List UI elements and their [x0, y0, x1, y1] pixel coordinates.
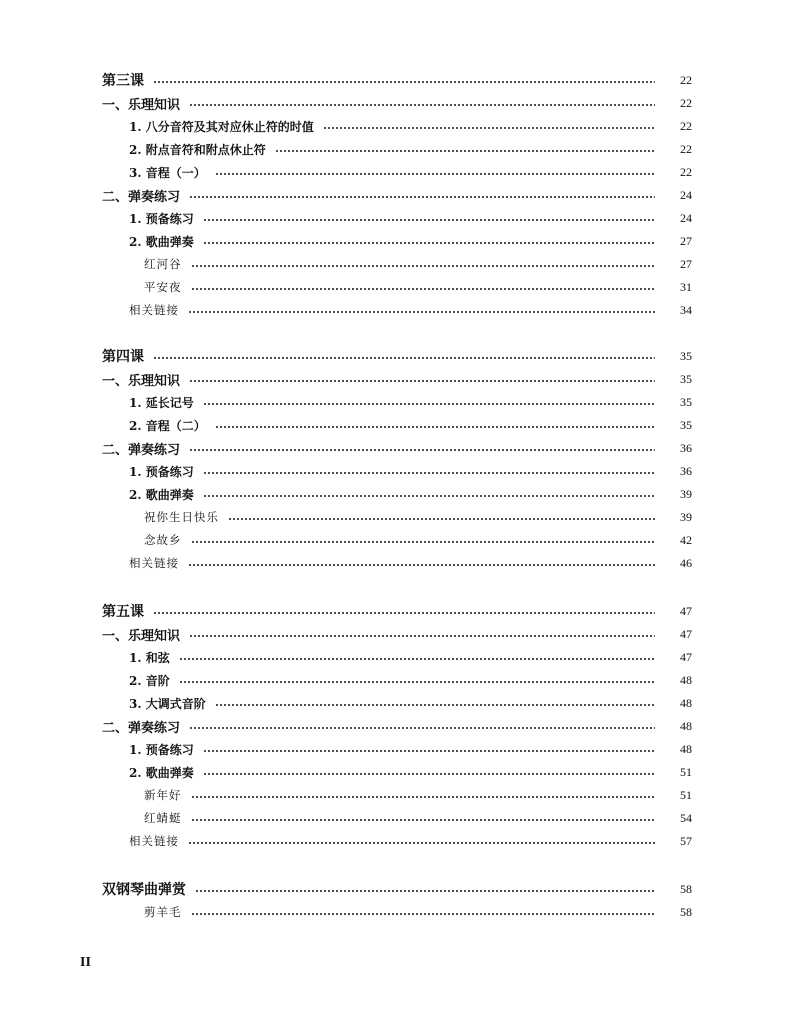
- toc-page-number: 22: [680, 118, 692, 133]
- toc-leader-dots: [189, 635, 655, 637]
- toc-entry: [144, 808, 692, 828]
- toc-leader-dots: [191, 913, 656, 915]
- toc-leader-dots: [191, 265, 656, 267]
- toc-entry-title: 平安夜: [144, 280, 182, 294]
- toc-leader-dots: [191, 796, 656, 798]
- toc-entry-title: 二、弹奏练习: [102, 189, 181, 205]
- toc-entry: [102, 716, 692, 736]
- toc-entry-title: 相关链接: [129, 303, 179, 317]
- toc-page-number: 35: [680, 394, 692, 409]
- toc-leader-dots: [189, 727, 655, 729]
- toc-entry-title: 1. 和弦: [129, 650, 170, 665]
- toc-entry: [102, 438, 692, 458]
- toc-page-number: 24: [680, 187, 692, 202]
- toc-leader-dots: [189, 196, 655, 198]
- toc-leader-dots: [153, 357, 655, 359]
- toc-entry: [129, 670, 692, 690]
- toc-entry: [129, 553, 692, 573]
- toc-page-number: 35: [680, 417, 692, 432]
- toc-leader-dots: [188, 564, 655, 566]
- toc-entry-title: 1. 延长记号: [129, 395, 194, 410]
- toc-entry-title: 一、乐理知识: [102, 97, 181, 113]
- toc-leader-dots: [188, 842, 655, 844]
- toc-entry-title: 第三课: [102, 73, 144, 89]
- toc-page-number: 36: [680, 440, 692, 455]
- toc-entry: [102, 93, 692, 113]
- toc-leader-dots: [215, 426, 655, 428]
- toc-leader-dots: [179, 658, 655, 660]
- toc-entry-title: 剪羊毛: [144, 905, 182, 919]
- toc-entry-title: 1. 预备练习: [129, 464, 194, 479]
- toc-entry: [129, 739, 692, 759]
- toc-page-number: 51: [680, 787, 692, 802]
- toc-entry-title: 2. 音程（二）: [129, 418, 206, 433]
- toc-entry: [129, 300, 692, 320]
- toc-page-number: 47: [680, 603, 692, 618]
- toc-entry: [129, 484, 692, 504]
- toc-entry-title: 念故乡: [144, 533, 182, 547]
- page-folio: II: [80, 955, 91, 970]
- toc-entry: [144, 507, 692, 527]
- toc-page-number: 58: [680, 904, 692, 919]
- toc-entry: [129, 415, 692, 435]
- toc-leader-dots: [189, 380, 655, 382]
- toc-entry: [102, 601, 692, 621]
- toc-page-number: 51: [680, 764, 692, 779]
- toc-page-number: 35: [680, 371, 692, 386]
- toc-entry: [144, 785, 692, 805]
- toc-page-number: 48: [680, 695, 692, 710]
- toc-page-number: 47: [680, 626, 692, 641]
- toc-entry-title: 1. 八分音符及其对应休止符的时值: [129, 119, 314, 134]
- toc-leader-dots: [203, 773, 655, 775]
- toc-page-number: 46: [680, 555, 692, 570]
- toc-entry: [144, 530, 692, 550]
- toc-page-number: 22: [680, 72, 692, 87]
- toc-entry-title: 一、乐理知识: [102, 628, 181, 644]
- toc-entry: [144, 277, 692, 297]
- toc-leader-dots: [189, 104, 655, 106]
- toc-page-number: 48: [680, 672, 692, 687]
- toc-page-number: 39: [680, 486, 692, 501]
- toc-entry: [129, 831, 692, 851]
- toc-entry: [102, 879, 692, 899]
- toc-entry-title: 1. 预备练习: [129, 742, 194, 757]
- toc-page-number: 31: [680, 279, 692, 294]
- toc-entry-title: 3. 音程（一）: [129, 165, 206, 180]
- toc-entry: [129, 116, 692, 136]
- toc-entry-title: 祝你生日快乐: [144, 510, 219, 524]
- toc-entry-title: 2. 歌曲弹奏: [129, 234, 194, 249]
- toc-entry: [129, 208, 692, 228]
- toc-leader-dots: [191, 819, 656, 821]
- toc-page-number: 47: [680, 649, 692, 664]
- toc-leader-dots: [191, 541, 656, 543]
- toc-entry: [129, 139, 692, 159]
- toc-leader-dots: [203, 472, 655, 474]
- toc-entry-title: 2. 附点音符和附点休止符: [129, 142, 266, 157]
- toc-entry-title: 二、弹奏练习: [102, 442, 181, 458]
- toc-entry-title: 新年好: [144, 788, 182, 802]
- toc-page-number: 22: [680, 95, 692, 110]
- toc-entry: [129, 693, 692, 713]
- toc-page-number: 22: [680, 141, 692, 156]
- toc-entry-title: 红河谷: [144, 257, 182, 271]
- toc-entry: [129, 461, 692, 481]
- toc-page-number: 24: [680, 210, 692, 225]
- toc-entry: [102, 369, 692, 389]
- toc-entry: [129, 762, 692, 782]
- toc-entry: [129, 162, 692, 182]
- toc-page-number: 35: [680, 348, 692, 363]
- toc-entry-title: 2. 音阶: [129, 673, 170, 688]
- toc-page-number: 36: [680, 463, 692, 478]
- toc-entry-title: 第四课: [102, 349, 144, 365]
- toc-entry: [129, 647, 692, 667]
- toc-leader-dots: [189, 449, 655, 451]
- toc-entry-title: 一、乐理知识: [102, 373, 181, 389]
- toc-leader-dots: [203, 403, 655, 405]
- toc-page-number: 27: [680, 256, 692, 271]
- toc-leader-dots: [215, 704, 655, 706]
- toc-entry-title: 二、弹奏练习: [102, 720, 181, 736]
- toc-entry-title: 2. 歌曲弹奏: [129, 487, 194, 502]
- toc-entry-title: 红蜻蜓: [144, 811, 182, 825]
- toc-leader-dots: [215, 173, 655, 175]
- toc-entry: [102, 70, 692, 90]
- toc-leader-dots: [191, 288, 656, 290]
- toc-entry-title: 相关链接: [129, 556, 179, 570]
- toc-entry: [102, 624, 692, 644]
- toc-entry: [102, 185, 692, 205]
- toc-page-number: 34: [680, 302, 692, 317]
- toc-leader-dots: [228, 518, 655, 520]
- toc-entry: [144, 254, 692, 274]
- toc-page-number: 39: [680, 509, 692, 524]
- toc-entry-title: 2. 歌曲弹奏: [129, 765, 194, 780]
- toc-entry: [102, 346, 692, 366]
- toc-leader-dots: [203, 495, 655, 497]
- toc-page-number: 54: [680, 810, 692, 825]
- toc-leader-dots: [195, 890, 655, 892]
- toc-leader-dots: [203, 219, 655, 221]
- toc-entry: [129, 392, 692, 412]
- toc-page-number: 48: [680, 718, 692, 733]
- toc-entry-title: 相关链接: [129, 834, 179, 848]
- toc-page-number: 58: [680, 881, 692, 896]
- toc-leader-dots: [153, 612, 655, 614]
- toc-entry: [129, 231, 692, 251]
- toc-leader-dots: [203, 750, 655, 752]
- toc-leader-dots: [323, 127, 655, 129]
- toc-entry-title: 第五课: [102, 604, 144, 620]
- toc-page-number: 48: [680, 741, 692, 756]
- toc-leader-dots: [179, 681, 655, 683]
- toc-entry: [144, 902, 692, 922]
- toc-leader-dots: [203, 242, 655, 244]
- toc-page-number: 57: [680, 833, 692, 848]
- toc-page-number: 22: [680, 164, 692, 179]
- toc-entry-title: 1. 预备练习: [129, 211, 194, 226]
- toc-leader-dots: [275, 150, 655, 152]
- toc-page-number: 27: [680, 233, 692, 248]
- toc-leader-dots: [188, 311, 655, 313]
- toc-page-number: 42: [680, 532, 692, 547]
- toc-entry-title: 双钢琴曲弹赏: [102, 882, 186, 898]
- toc-leader-dots: [153, 81, 655, 83]
- toc-entry-title: 3. 大调式音阶: [129, 696, 206, 711]
